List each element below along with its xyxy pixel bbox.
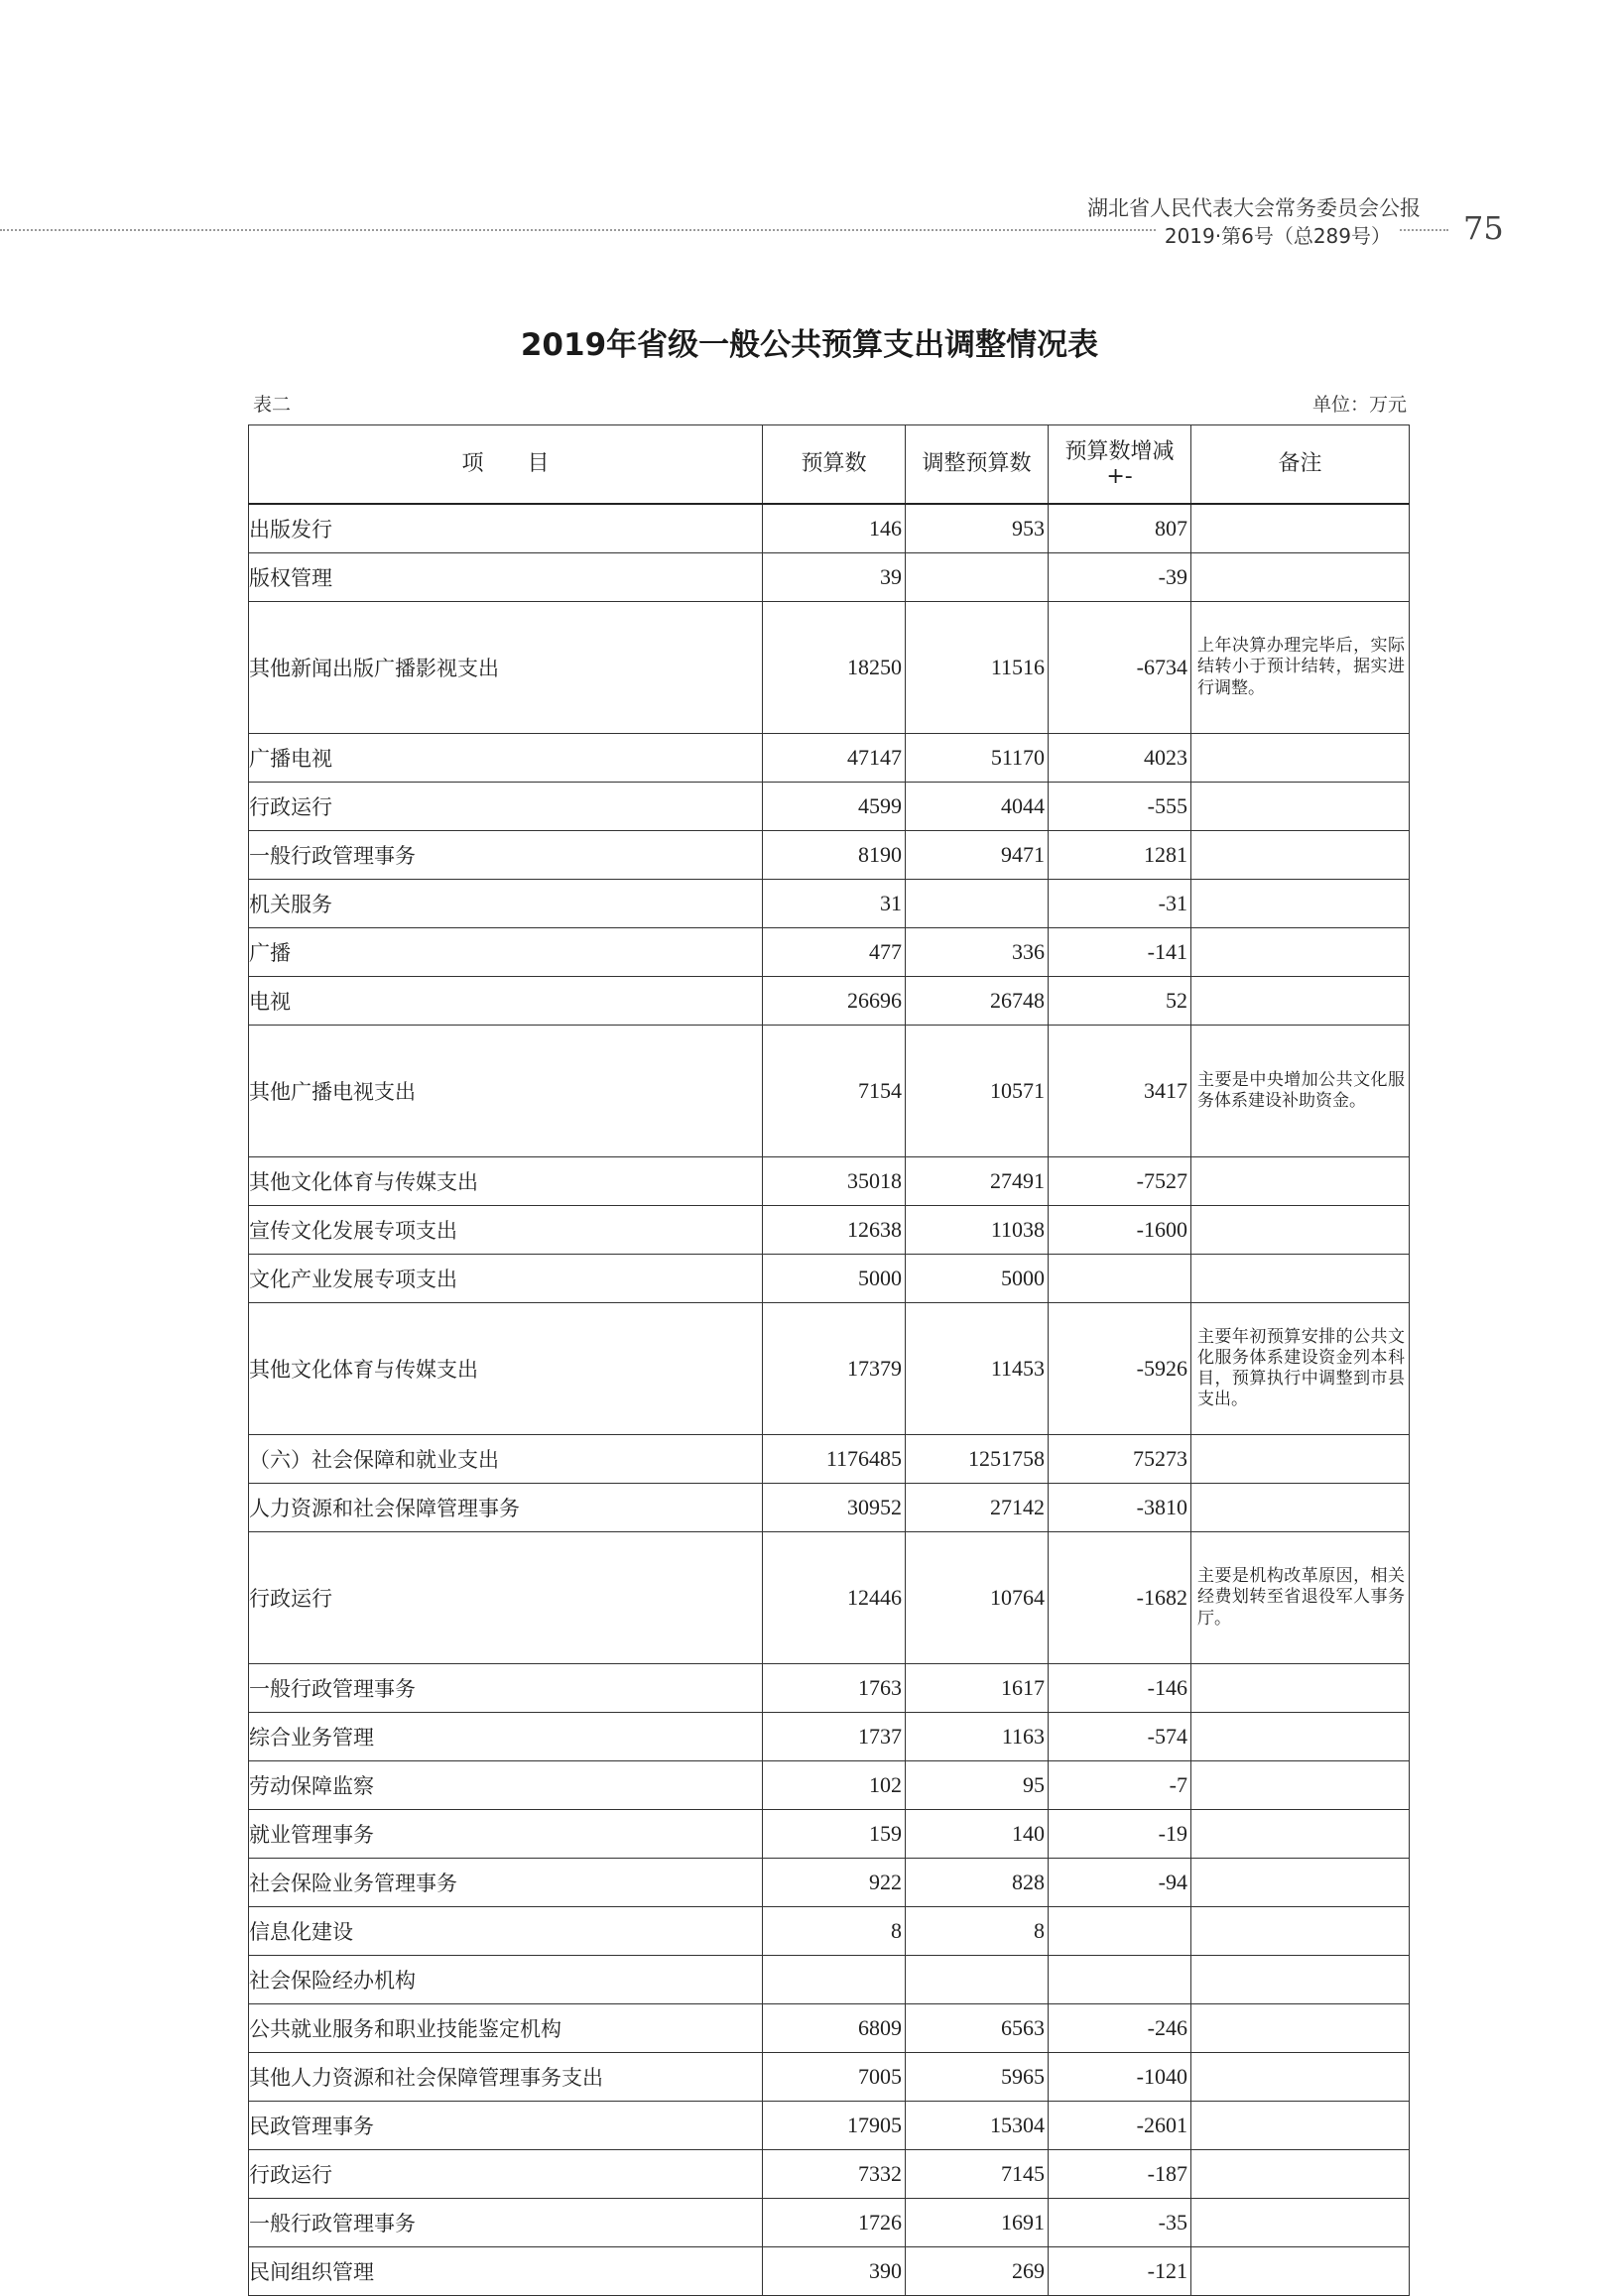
row-item-name: 一般行政管理事务 [249, 2199, 763, 2247]
row-adjusted-value: 11516 [906, 602, 1049, 734]
row-note [1191, 553, 1410, 602]
row-note [1191, 880, 1410, 928]
row-change-value: -31 [1049, 880, 1191, 928]
row-item-name: 综合业务管理 [249, 1713, 763, 1761]
row-item-name: 一般行政管理事务 [249, 831, 763, 880]
row-change-value: -246 [1049, 2004, 1191, 2053]
row-note [1191, 2199, 1410, 2247]
table-label: 表二 [253, 394, 292, 416]
row-note [1191, 977, 1410, 1026]
row-budget-value: 4599 [763, 783, 906, 831]
row-note [1191, 1713, 1410, 1761]
row-note [1191, 1255, 1410, 1303]
row-change-value: -555 [1049, 783, 1191, 831]
row-note [1191, 2004, 1410, 2053]
row-budget-value: 7154 [763, 1026, 906, 1157]
row-item-name: 广播电视 [249, 734, 763, 783]
row-item-name: 其他广播电视支出 [249, 1026, 763, 1157]
table-row [249, 2150, 1410, 2199]
row-adjusted-value: 26748 [906, 977, 1049, 1026]
table-row [249, 2199, 1410, 2247]
row-change-value: 52 [1049, 977, 1191, 1026]
table-row [249, 1907, 1410, 1956]
row-adjusted-value: 10571 [906, 1026, 1049, 1157]
row-item-name: 民间组织管理 [249, 2247, 763, 2296]
table-row [249, 783, 1410, 831]
row-change-value: -3810 [1049, 1484, 1191, 1532]
row-change-value: -6734 [1049, 602, 1191, 734]
table-row [249, 1713, 1410, 1761]
row-change-value: -574 [1049, 1713, 1191, 1761]
row-change-value: -35 [1049, 2199, 1191, 2247]
table-row [249, 977, 1410, 1026]
row-adjusted-value: 9471 [906, 831, 1049, 880]
row-note [1191, 1810, 1410, 1859]
row-adjusted-value: 1163 [906, 1713, 1049, 1761]
row-note [1191, 1664, 1410, 1713]
row-adjusted-value [906, 553, 1049, 602]
table-row [249, 928, 1410, 977]
row-item-name: 宣传文化发展专项支出 [249, 1206, 763, 1255]
row-adjusted-value [906, 1956, 1049, 2004]
row-adjusted-value: 10764 [906, 1532, 1049, 1664]
table-row [249, 880, 1410, 928]
row-note: 主要年初预算安排的公共文化服务体系建设资金列本科目，预算执行中调整到市县支出。 [1191, 1303, 1410, 1435]
row-item-name: 其他新闻出版广播影视支出 [249, 602, 763, 734]
row-change-value: -39 [1049, 553, 1191, 602]
row-change-value: 1281 [1049, 831, 1191, 880]
row-budget-value: 18250 [763, 602, 906, 734]
row-budget-value: 47147 [763, 734, 906, 783]
row-item-name: 文化产业发展专项支出 [249, 1255, 763, 1303]
page-title: 2019年省级一般公共预算支出调整情况表 [520, 327, 1099, 363]
row-item-name: 行政运行 [249, 783, 763, 831]
row-item-name: 就业管理事务 [249, 1810, 763, 1859]
row-adjusted-value: 336 [906, 928, 1049, 977]
table-row [249, 1859, 1410, 1907]
row-change-value: -7 [1049, 1761, 1191, 1810]
row-change-value: 75273 [1049, 1435, 1191, 1484]
row-change-value: -146 [1049, 1664, 1191, 1713]
row-item-name: 民政管理事务 [249, 2102, 763, 2150]
col-header-adjusted: 调整预算数 [906, 425, 1049, 505]
row-budget-value: 1726 [763, 2199, 906, 2247]
row-adjusted-value: 828 [906, 1859, 1049, 1907]
row-item-name: 公共就业服务和职业技能鉴定机构 [249, 2004, 763, 2053]
table-row [249, 2053, 1410, 2102]
row-change-value: -121 [1049, 2247, 1191, 2296]
row-budget-value: 1737 [763, 1713, 906, 1761]
row-note [1191, 1157, 1410, 1206]
row-change-value [1049, 1907, 1191, 1956]
row-budget-value: 17379 [763, 1303, 906, 1435]
row-budget-value: 1763 [763, 1664, 906, 1713]
row-adjusted-value: 269 [906, 2247, 1049, 2296]
row-note [1191, 734, 1410, 783]
table-row [249, 1484, 1410, 1532]
row-budget-value: 30952 [763, 1484, 906, 1532]
row-item-name: 其他文化体育与传媒支出 [249, 1157, 763, 1206]
table-row [249, 1157, 1410, 1206]
row-adjusted-value: 51170 [906, 734, 1049, 783]
row-note [1191, 2102, 1410, 2150]
row-item-name: 社会保险业务管理事务 [249, 1859, 763, 1907]
row-item-name: 行政运行 [249, 1532, 763, 1664]
row-adjusted-value: 5000 [906, 1255, 1049, 1303]
row-adjusted-value: 27142 [906, 1484, 1049, 1532]
row-item-name: 机关服务 [249, 880, 763, 928]
table-row [249, 602, 1410, 734]
row-item-name: 出版发行 [249, 504, 763, 553]
row-item-name: 广播 [249, 928, 763, 977]
row-budget-value: 477 [763, 928, 906, 977]
col-header-change-line1: 预算数增减 [1064, 438, 1175, 464]
row-adjusted-value: 8 [906, 1907, 1049, 1956]
row-budget-value: 12446 [763, 1532, 906, 1664]
row-item-name: 劳动保障监察 [249, 1761, 763, 1810]
row-change-value: 3417 [1049, 1026, 1191, 1157]
row-budget-value: 26696 [763, 977, 906, 1026]
row-adjusted-value: 5965 [906, 2053, 1049, 2102]
row-adjusted-value: 11038 [906, 1206, 1049, 1255]
table-row [249, 1532, 1410, 1664]
row-adjusted-value: 11453 [906, 1303, 1049, 1435]
row-note [1191, 831, 1410, 880]
table-header-row [249, 425, 1410, 505]
row-item-name: 其他文化体育与传媒支出 [249, 1303, 763, 1435]
row-adjusted-value: 1251758 [906, 1435, 1049, 1484]
col-header-note: 备注 [1191, 425, 1410, 505]
row-budget-value: 12638 [763, 1206, 906, 1255]
row-note [1191, 504, 1410, 553]
row-budget-value: 102 [763, 1761, 906, 1810]
row-adjusted-value [906, 880, 1049, 928]
row-item-name: 其他人力资源和社会保障管理事务支出 [249, 2053, 763, 2102]
table-row [249, 734, 1410, 783]
row-item-name: 行政运行 [249, 2150, 763, 2199]
row-change-value: -2601 [1049, 2102, 1191, 2150]
row-budget-value: 922 [763, 1859, 906, 1907]
table-row [249, 1761, 1410, 1810]
row-budget-value: 31 [763, 880, 906, 928]
row-budget-value: 390 [763, 2247, 906, 2296]
row-adjusted-value: 95 [906, 1761, 1049, 1810]
table-row [249, 831, 1410, 880]
table-row [249, 1956, 1410, 2004]
table-row [249, 1255, 1410, 1303]
row-budget-value: 39 [763, 553, 906, 602]
row-note [1191, 1435, 1410, 1484]
row-adjusted-value: 1617 [906, 1664, 1049, 1713]
issue-number: 2019·第6号（总289号） [1157, 220, 1399, 249]
row-change-value: 807 [1049, 504, 1191, 553]
row-change-value: -5926 [1049, 1303, 1191, 1435]
row-note [1191, 1859, 1410, 1907]
col-header-budget: 预算数 [763, 425, 906, 505]
row-note: 主要是机构改革原因，相关经费划转至省退役军人事务厅。 [1191, 1532, 1410, 1664]
row-budget-value: 159 [763, 1810, 906, 1859]
row-item-name: 版权管理 [249, 553, 763, 602]
row-budget-value: 8 [763, 1907, 906, 1956]
col-header-change-line2: +- [1106, 464, 1133, 489]
row-note [1191, 2053, 1410, 2102]
table-row [249, 1435, 1410, 1484]
col-header-change [1049, 425, 1191, 505]
col-header-item: 项 目 [249, 425, 763, 505]
row-item-name: 一般行政管理事务 [249, 1664, 763, 1713]
row-note [1191, 2247, 1410, 2296]
row-adjusted-value: 27491 [906, 1157, 1049, 1206]
row-note [1191, 1484, 1410, 1532]
row-note [1191, 1761, 1410, 1810]
row-note [1191, 1206, 1410, 1255]
row-adjusted-value: 953 [906, 504, 1049, 553]
row-note [1191, 928, 1410, 977]
row-adjusted-value: 140 [906, 1810, 1049, 1859]
row-change-value: -1600 [1049, 1206, 1191, 1255]
row-note: 主要是中央增加公共文化服务体系建设补助资金。 [1191, 1026, 1410, 1157]
unit-label: 单位：万元 [1311, 394, 1407, 416]
row-note [1191, 783, 1410, 831]
row-change-value: 4023 [1049, 734, 1191, 783]
table-body [249, 504, 1410, 2296]
table-row [249, 2004, 1410, 2053]
row-item-name: 社会保险经办机构 [249, 1956, 763, 2004]
row-budget-value: 8190 [763, 831, 906, 880]
row-change-value: -141 [1049, 928, 1191, 977]
row-change-value: -187 [1049, 2150, 1191, 2199]
table-row [249, 1026, 1410, 1157]
budget-table [248, 424, 1410, 2296]
row-adjusted-value: 7145 [906, 2150, 1049, 2199]
table-row [249, 553, 1410, 602]
row-change-value [1049, 1956, 1191, 2004]
page-number: 75 [1463, 209, 1504, 247]
row-budget-value: 6809 [763, 2004, 906, 2053]
row-budget-value: 35018 [763, 1157, 906, 1206]
row-adjusted-value: 1691 [906, 2199, 1049, 2247]
row-note [1191, 1907, 1410, 1956]
row-note [1191, 1956, 1410, 2004]
row-budget-value: 1176485 [763, 1435, 906, 1484]
row-budget-value: 17905 [763, 2102, 906, 2150]
row-change-value: -7527 [1049, 1157, 1191, 1206]
row-budget-value [763, 1956, 906, 2004]
row-budget-value: 146 [763, 504, 906, 553]
journal-name: 湖北省人民代表大会常务委员会公报 [1087, 196, 1421, 220]
row-item-name: 信息化建设 [249, 1907, 763, 1956]
table-row [249, 1664, 1410, 1713]
row-change-value: -1682 [1049, 1532, 1191, 1664]
row-adjusted-value: 4044 [906, 783, 1049, 831]
table-row [249, 1206, 1410, 1255]
row-item-name: 人力资源和社会保障管理事务 [249, 1484, 763, 1532]
row-change-value [1049, 1255, 1191, 1303]
row-item-name: 电视 [249, 977, 763, 1026]
row-budget-value: 5000 [763, 1255, 906, 1303]
row-change-value: -19 [1049, 1810, 1191, 1859]
row-item-name: （六）社会保障和就业支出 [249, 1435, 763, 1484]
table-row [249, 1303, 1410, 1435]
row-budget-value: 7332 [763, 2150, 906, 2199]
table-row [249, 504, 1410, 553]
row-adjusted-value: 6563 [906, 2004, 1049, 2053]
row-budget-value: 7005 [763, 2053, 906, 2102]
row-adjusted-value: 15304 [906, 2102, 1049, 2150]
table-row [249, 1810, 1410, 1859]
row-change-value: -1040 [1049, 2053, 1191, 2102]
row-change-value: -94 [1049, 1859, 1191, 1907]
row-note: 上年决算办理完毕后，实际结转小于预计结转，据实进行调整。 [1191, 602, 1410, 734]
table-row [249, 2102, 1410, 2150]
table-row [249, 2247, 1410, 2296]
row-note [1191, 2150, 1410, 2199]
